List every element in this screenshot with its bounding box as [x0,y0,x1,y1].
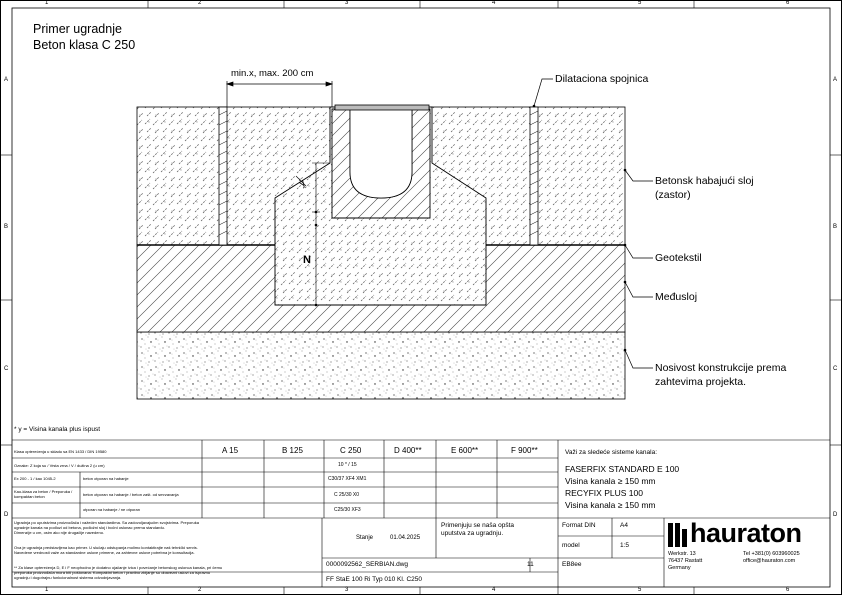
row4-value: C 25/30 X0 [334,492,360,498]
row2-value: 10 * / 15 [338,462,357,468]
dim-n-label: N [303,254,311,266]
addr-3: Germany [668,565,691,571]
valid-3: RECYFIX PLUS 100 [565,488,643,498]
callout-base-2: zahtevima projekta. [655,376,747,388]
logo-text: hauraton [690,518,802,548]
row-marker-a-right: A [833,77,838,83]
col-marker-2: 2 [198,0,202,6]
note-1: Ugradnja po uputstvima proizvođača i važećim standardima. Sa zadovoljavajućim svojstvima. Preporuka [14,520,199,525]
logo-mark-icon [668,523,688,547]
class-e600: E 600** [451,446,479,455]
col-marker-2-bottom: 2 [198,587,202,593]
callout-interlayer: Međusloj [655,291,698,303]
apply-line-2: uputstva za ugradnju. [441,530,504,537]
callout-wear-layer-1: Betonsk habajući sloj [655,175,754,187]
note-8: ugradnju i dugotrajnu funkcionalnost sistema odvodnjavanja. [14,575,122,580]
row1-label: Klasa opterećenja u skladu sa EN 1433 / DIN 19580 [14,449,107,454]
row-marker-b-right: B [833,224,838,230]
note-3: Dimenzije u cm, osim ako nije drugačije navedeno. [14,530,105,535]
title-line-1: Primer ugradnje [33,22,122,36]
scale-value: 1:5 [620,542,630,549]
addr-2: 76437 Rastatt [668,558,703,564]
callout-wear-layer-2: (zastor) [655,189,691,201]
email: office@hauraton.com [743,558,796,564]
row-marker-d-right: D [833,512,838,518]
class-b125: B 125 [282,446,303,455]
note-2: ugradnje kanala na podlozi od betona, podložni sloj i bočni oslonac prema standardu. [14,525,165,530]
dimension-label: min.x, max. 200 cm [231,68,314,79]
status-date: 01.04.2025 [390,535,421,541]
col-marker-4-bottom: 4 [492,587,496,593]
note-5: Navedene vrednosti važe za standardne uslove primene, za zahtevne uslove potrebna je konsultacija. [14,550,195,555]
col-marker-5-bottom: 5 [638,587,642,593]
hauraton-logo [668,518,826,548]
phone: Tel +381(0) 603960025 [743,551,800,557]
col-marker-4: 4 [492,0,496,6]
footnote: * y = Visina kanala plus ispust [14,426,101,433]
valid-title: Važi za sledeće sisteme kanala: [565,449,658,456]
row3-value: C30/37 XF4 XM1 [328,476,367,482]
valid-4: Visina kanala ≥ 150 mm [565,500,656,510]
channel-trough [350,109,412,198]
sheet-no: 11 [527,561,534,568]
row5-value: C25/30 XF3 [334,507,361,513]
row-marker-c-right: C [833,366,838,372]
note-7: preporuka proizvođača mora biti poštovana. Kompaktni beton i pravilno zbijanje su obavezni uslovi za ispravnu [14,570,211,575]
dim-y-label: y [297,177,308,190]
scale-label: model [562,542,580,549]
callout-geotextile: Geotekstil [655,252,702,264]
col-marker-1-bottom: 1 [45,587,49,593]
callout-joint: Dilataciona spojnica [555,73,649,85]
format-label: Format DIN [562,522,596,529]
class-d400: D 400** [394,446,422,455]
code: EB8ee [562,561,582,568]
row3b: beton otporan na habanje [83,476,129,481]
row-marker-a: A [4,77,9,83]
row2-label: Oznake: Z koja su / Vrsta zrna / V / dužina 2 (u cm) [14,463,105,468]
callout-base-1: Nosivost konstrukcije prema [655,362,787,374]
apply-line-1: Primenjuju se naša opšta [441,522,514,529]
drawing-no: 0000092562_SERBIAN.dwg [326,561,409,568]
class-c250: C 250 [340,446,362,455]
col-marker-3: 3 [345,0,349,6]
grating [335,105,429,110]
col-marker-6-bottom: 6 [786,587,790,593]
row-marker-d: D [4,512,9,518]
format-value: A4 [620,522,628,529]
note-4: Ova je ugradnja predstavljena kao primer. U slučaju odstupanja molimo kontaktirajte naš tehnički servis. [14,545,198,550]
class-f900: F 900** [511,446,538,455]
note-6: ** Za klase opterećenja D, E i F neophodno je dodatno ojačanje ivica i povećanje betonskog oslonca kanala, pri čemu [14,565,223,570]
row4a: Kao-klasa za beton / Preporuka / kompaktan beton [14,489,73,499]
class-a15: A 15 [222,446,239,455]
col-marker-5: 5 [638,0,642,6]
row4b: beton otporan na habanje / beton zašt. od smrzavanja [83,492,179,497]
title-line-2: Beton klasa C 250 [33,38,136,52]
row-marker-c: C [4,366,9,372]
col-marker-3-bottom: 3 [345,587,349,593]
col-marker-1: 1 [45,0,49,6]
addr-1: Werkstr. 13 [668,551,696,557]
valid-2: Visina kanala ≥ 150 mm [565,476,656,486]
row3a: Ex 200 - 1 / kao 1045-2 [14,476,56,481]
status-label: Stanje [356,535,374,541]
base-layer [137,332,625,399]
valid-1: FASERFIX STANDARD E 100 [565,464,680,474]
row5b: otporan na habanje / ne otporan [83,507,140,512]
row-marker-b: B [4,224,9,230]
col-marker-6: 6 [786,0,790,6]
file-ref: FF StaE 100 Ri Typ 010 Kl. C250 [326,576,422,583]
